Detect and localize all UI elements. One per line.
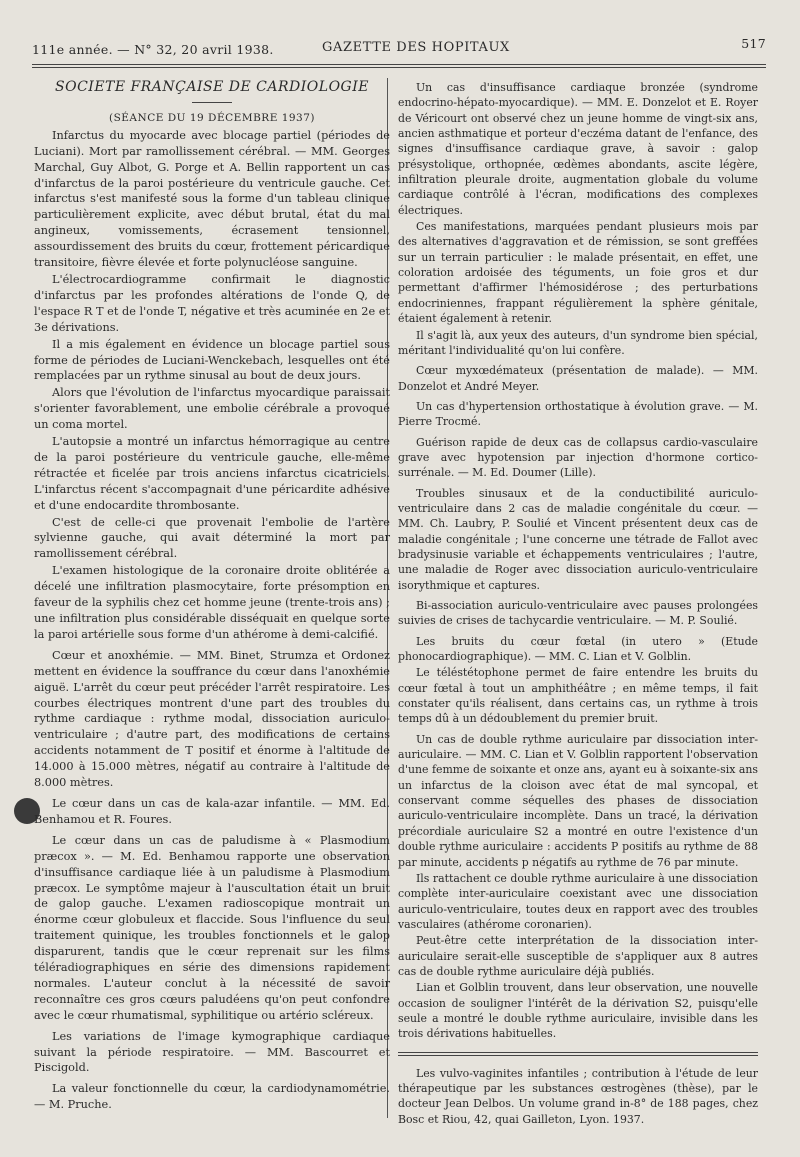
journal-title: GAZETTE DES HOPITAUX xyxy=(322,40,510,55)
page-header xyxy=(32,36,766,58)
article-paragraph: L'examen histologique de la coronaire droite oblitérée a décelé une infiltration plasmocytaire, forte présomption en faveur de la syphilis chez cet homme jeune (trente-trois ans) ; une infiltration plus considérable disséquait en quelque sorte la paroi artérielle sous forme d'un athérome à demi-calcifié. xyxy=(34,564,390,641)
article-paragraph: L'électrocardiogramme confirmait le diagnostic d'infarctus par les profondes altérations de l'onde Q, de l'espace R T et de l'onde T, négative et très acuminée en 2e et 3e dérivations. xyxy=(34,272,390,334)
article-entry: Troubles sinusaux et de la conductibilité auriculo-ventriculaire dans 2 cas de maladie congénitale du cœur. — MM. Ch. Laubry, P. Soulié et Vincent présentent deux cas de maladie congénitale ; l'une concerne une tétrade de Fallot avec bradysinusie variable et échappements ventriculaires ; l'autre, une maladie de Roger avec dissociation auriculo-ventriculaire isorythmique et captures. xyxy=(398,486,758,592)
left-column xyxy=(34,80,390,1114)
article-paragraph: Ils rattachent ce double rythme auriculaire à une dissociation complète inter-auriculaire coexistant avec une dissociation auriculo-ventriculaire, toutes deux en rapport avec des troubles vasculaires (athérome coronarien). xyxy=(398,871,758,931)
article-entry: Cœur myxœdémateux (présentation de malade). — MM. Donzelot et André Meyer. xyxy=(398,364,758,393)
book-review: Les vulvo-vaginites infantiles ; contribution à l'étude de leur thérapeutique par les substances œstrogènes (thèse), par le docteur Jean Delbos. Un volume grand in-8° de 188 pages, chez Bosc et Riou, 42, quai Gailleton, Lyon. 1937. xyxy=(398,1066,758,1126)
right-column xyxy=(398,80,758,1128)
review-rule xyxy=(398,1052,758,1053)
article-entry: Les variations de l'image kymographique cardiaque suivant la période respiratoire. — MM. Bascourret et Piscigold. xyxy=(34,1029,390,1075)
article-paragraph: Lian et Golblin trouvent, dans leur observation, une nouvelle occasion de souligner l'intérêt de la dérivation S2, puisqu'elle seule a montré le double rythme auriculaire, invisible dans les trois dérivations habituelles. xyxy=(398,981,758,1041)
article-paragraph: L'autopsie a montré un infarctus hémorragique au centre de la paroi postérieure du ventricule gauche, elle-même rétractée et ficelée par trois anciens infarctus cicatriciels. L'infarctus récent s'accompagnait d'une péricardite adhésive et d'une endocardite thrombosante. xyxy=(34,435,390,512)
article-entry: Cœur et anoxhémie. — MM. Binet, Strumza et Ordonez mettent en évidence la souffrance du cœur dans l'anoxhémie aiguë. L'arrêt du cœur peut précéder l'arrêt respiratoire. Les courbes électriques montrent d'une part des troubles du rythme cardiaque : rythme modal, dissociation auriculo-ventriculaire ; d'autre part, des modifications de certains accidents notamment de T positif et énorme à l'altitude de 14.000 à 15.000 mètres, négatif au contraire à l'altitude de 8.000 mètres. xyxy=(34,648,390,790)
article-paragraph: Alors que l'évolution de l'infarctus myocardique paraissait s'orienter favorablement, une embolie cérébrale a provoqué un coma mortel. xyxy=(34,386,390,432)
article-paragraph: Peut-être cette interprétation de la dissociation inter-auriculaire serait-elle susceptible de s'appliquer aux 8 autres cas de double rythme auriculaire déjà publiés. xyxy=(398,934,758,978)
title-rule xyxy=(192,102,232,103)
article-paragraph: C'est de celle-ci que provenait l'embolie de l'artère sylvienne gauche, qui avait déterminé la mort par ramollissement cérébral. xyxy=(34,515,390,561)
article-paragraph: Ces manifestations, marquées pendant plusieurs mois par des alternatives d'aggravation et de rémission, se sont greffées sur un terrain particulier : le malade présentait, en effet, une coloration ardoisée des téguments, un foie gros et dur permettant d'affirmer l'hémosidérose ; des perturbations endocriniennes, frappant régulièrement la sphère génitale, étaient également à retenir. xyxy=(398,220,758,326)
article-entry: Un cas de double rythme auriculaire par dissociation inter-auriculaire. — MM. C. Lian et V. Golblin rapportent l'observation d'une femme de soixante et onze ans, ayant eu à soixante-six ans un infarctus de la cloison avec état de mal syncopal, et conservant comme séquelles des phases de dissociation auriculo-ventriculaire incomplète. Dans un tracé, la dérivation précordiale auriculaire S2 a montré en outre l'existence d'un double rythme auriculaire : accidents P positifs au rythme de 88 par minute, accidents p négatifs au rythme de 76 par minute. xyxy=(398,732,758,869)
article-entry: Bi-association auriculo-ventriculaire avec pauses prolongées suivies de crises de tachycardie ventriculaire. — M. P. Soulié. xyxy=(398,599,758,628)
seance-date: (SÉANCE DU 19 DÉCEMBRE 1937) xyxy=(108,111,316,124)
article-entry: Les bruits du cœur fœtal (in utero » (Etude phonocardiographique). — MM. C. Lian et V. Golblin. xyxy=(398,634,758,664)
header-rule xyxy=(32,64,766,65)
review-rule-double xyxy=(398,1055,758,1056)
article-entry: Le cœur dans un cas de paludisme à « Plasmodium præcox ». — M. Ed. Benhamou rapporte une observation d'insuffisance cardiaque liée à un paludisme à Plasmodium præcox. Le symptôme majeur à l'auscultation était un bruit de galop gauche. L'examen radioscopique montrait un énorme cœur globuleux et flaccide. Sous l'influence du seul traitement quinique, les troubles fonctionnels et le galop disparurent, tandis que le cœur reprenait sur les films téléradiographiques en série des dimensions rapidement normales. L'auteur conclut à la nécessité de savoir reconnaître ces gros cœurs paludéens qu'on peut confondre avec le cœur rhumatismal, syphilitique ou artério scléreux. xyxy=(34,833,390,1022)
page-number: 517 xyxy=(741,36,766,51)
article-entry: Le cœur dans un cas de kala-azar infantile. — MM. Ed. Benhamou et R. Foures. xyxy=(34,796,390,826)
article-entry: Un cas d'insuffisance cardiaque bronzée (syndrome endocrino-hépato-myocardique). — MM. E. Donzelot et E. Royer de Véricourt ont observé chez un jeune homme de vingt-six ans, ancien asthmatique et porteur d'eczéma datant de l'enfance, des signes d'insuffisance cardiaque grave, à savoir : galop présystolique, orthopnée, œdèmes abondants, ascite légère, infiltration pleurale droite, augmentation globale du volume cardiaque contrôlé à l'écran, modifications des complexes électriques. xyxy=(398,81,758,217)
article-entry: Un cas d'hypertension orthostatique à évolution grave. — M. Pierre Trocmé. xyxy=(398,399,758,429)
article-paragraph: Il a mis également en évidence un blocage partiel sous forme de périodes de Luciani-Wenckebach, lesquelles ont été remplacées par un rythme sinusal au bout de deux jours. xyxy=(34,337,390,383)
section-title: SOCIETE FRANÇAISE DE CARDIOLOGIE xyxy=(55,79,369,95)
article-paragraph: Le téléstétophone permet de faire entendre les bruits du cœur fœtal à tout un amphithéâtre ; en même temps, il fait constater qu'ils réalisent, dans certains cas, un rythme à trois temps dû à un dédoublement du premier bruit. xyxy=(398,666,758,726)
header-rule-double xyxy=(32,67,766,68)
article-entry: La valeur fonctionnelle du cœur, la cardiodynamométrie. — M. Pruche. xyxy=(34,1082,390,1112)
article-paragraph: Infarctus du myocarde avec blocage partiel (périodes de Luciani). Mort par ramollissement cérébral. — MM. Georges Marchal, Guy Albot, G. Porge et A. Bellin rapportent un cas d'infarctus de la paroi postérieure du ventricule gauche. Cet infarctus s'est manifesté sous la forme d'un tableau clinique particulièrement explicite, avec début brutal, état du mal angineux, vomissements, écrasement tensionnel, assourdissement des bruits du cœur, frottement péricardique transitoire, fièvre élevée et forte polynucléose sanguine. xyxy=(34,128,390,270)
issue-info: 111e année. — N° 32, 20 avril 1938. xyxy=(32,42,274,57)
article-entry: Guérison rapide de deux cas de collapsus cardio-vasculaire grave avec hypotension par injection d'hormone cortico-surrénale. — M. Ed. Doumer (Lille). xyxy=(398,435,758,480)
article-paragraph: Il s'agit là, aux yeux des auteurs, d'un syndrome bien spécial, méritant l'individualité qu'on lui confère. xyxy=(398,328,758,357)
